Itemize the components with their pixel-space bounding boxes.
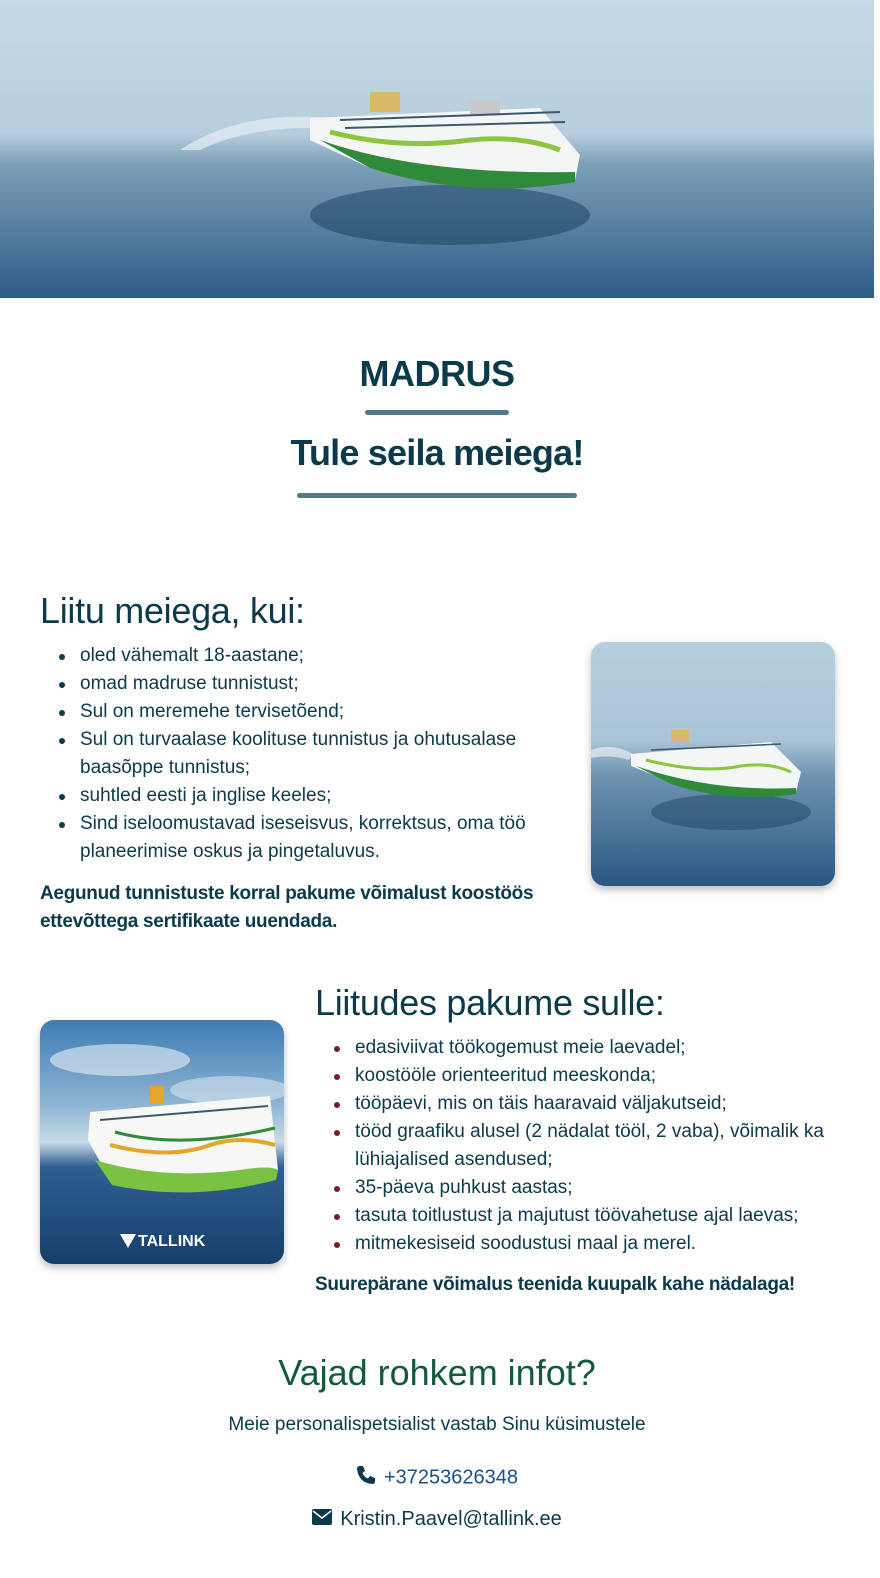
requirements-note: Aegunud tunnistuste korral pakume võimalust koostöös ettevõttega sertifikaate uuendada. xyxy=(40,883,534,932)
email-link[interactable]: Kristin.Paavel@tallink.ee xyxy=(340,1508,562,1530)
envelope-icon xyxy=(312,1508,332,1531)
list-item: Sul on turvaalase koolituse tunnistus ja ohutusalase baasõppe tunnistus; xyxy=(40,726,560,782)
contact-heading: Vajad rohkem infot? xyxy=(278,1352,596,1393)
offer-note: Suurepärane võimalus teenida kuupalk kahe nädalaga! xyxy=(315,1274,795,1295)
ship-photo-right xyxy=(591,642,835,886)
list-item: tööpäevi, mis on täis haaravaid väljakutseid; xyxy=(315,1090,840,1118)
list-item: oled vähemalt 18-aastane; xyxy=(40,642,560,670)
list-item: edasiviivat töökogemust meie laevadel; xyxy=(315,1034,840,1062)
contact-subtext: Meie personalispetsialist vastab Sinu küsimustele xyxy=(228,1414,646,1435)
offer-list xyxy=(315,1034,840,1258)
offer-heading: Liitudes pakume sulle: xyxy=(315,982,665,1023)
requirements-heading: Liitu meiega, kui: xyxy=(40,590,305,631)
ship-hero-image xyxy=(0,0,874,298)
list-item: mitmekesiseid soodustusi maal ja merel. xyxy=(315,1230,840,1258)
title-divider xyxy=(365,410,509,415)
email-row xyxy=(0,1508,874,1531)
list-item: tasuta toitlustust ja majutust töövahetuse ajal laevas; xyxy=(315,1202,840,1230)
list-item: tööd graafiku alusel (2 nädalat tööl, 2 vaba), võimalik ka lühiajalised asendused; xyxy=(315,1118,840,1174)
list-item: Sind iseloomustavad iseseisvus, korrektsus, oma töö planeerimise oskus ja pingetaluvus. xyxy=(40,810,560,866)
list-item: Sul on meremehe tervisetõend; xyxy=(40,698,560,726)
list-item: omad madruse tunnistust; xyxy=(40,670,560,698)
tagline-divider xyxy=(297,493,577,498)
list-item: suhtled eesti ja inglise keeles; xyxy=(40,782,560,810)
ship-photo-left xyxy=(40,1020,284,1264)
tagline: Tule seila meiega! xyxy=(290,432,584,473)
phone-link[interactable]: +37253626348 xyxy=(383,1466,519,1489)
phone-icon xyxy=(356,1465,376,1491)
phone-row xyxy=(0,1465,874,1491)
list-item: 35-päeva puhkust aastas; xyxy=(315,1174,840,1202)
job-title: MADRUS xyxy=(359,353,515,394)
tallink-logo-text: TALLINK xyxy=(138,1233,206,1250)
list-item: koostööle orienteeritud meeskonda; xyxy=(315,1062,840,1090)
hero-banner xyxy=(0,0,874,298)
title-block xyxy=(0,350,874,498)
requirements-list xyxy=(40,642,560,866)
